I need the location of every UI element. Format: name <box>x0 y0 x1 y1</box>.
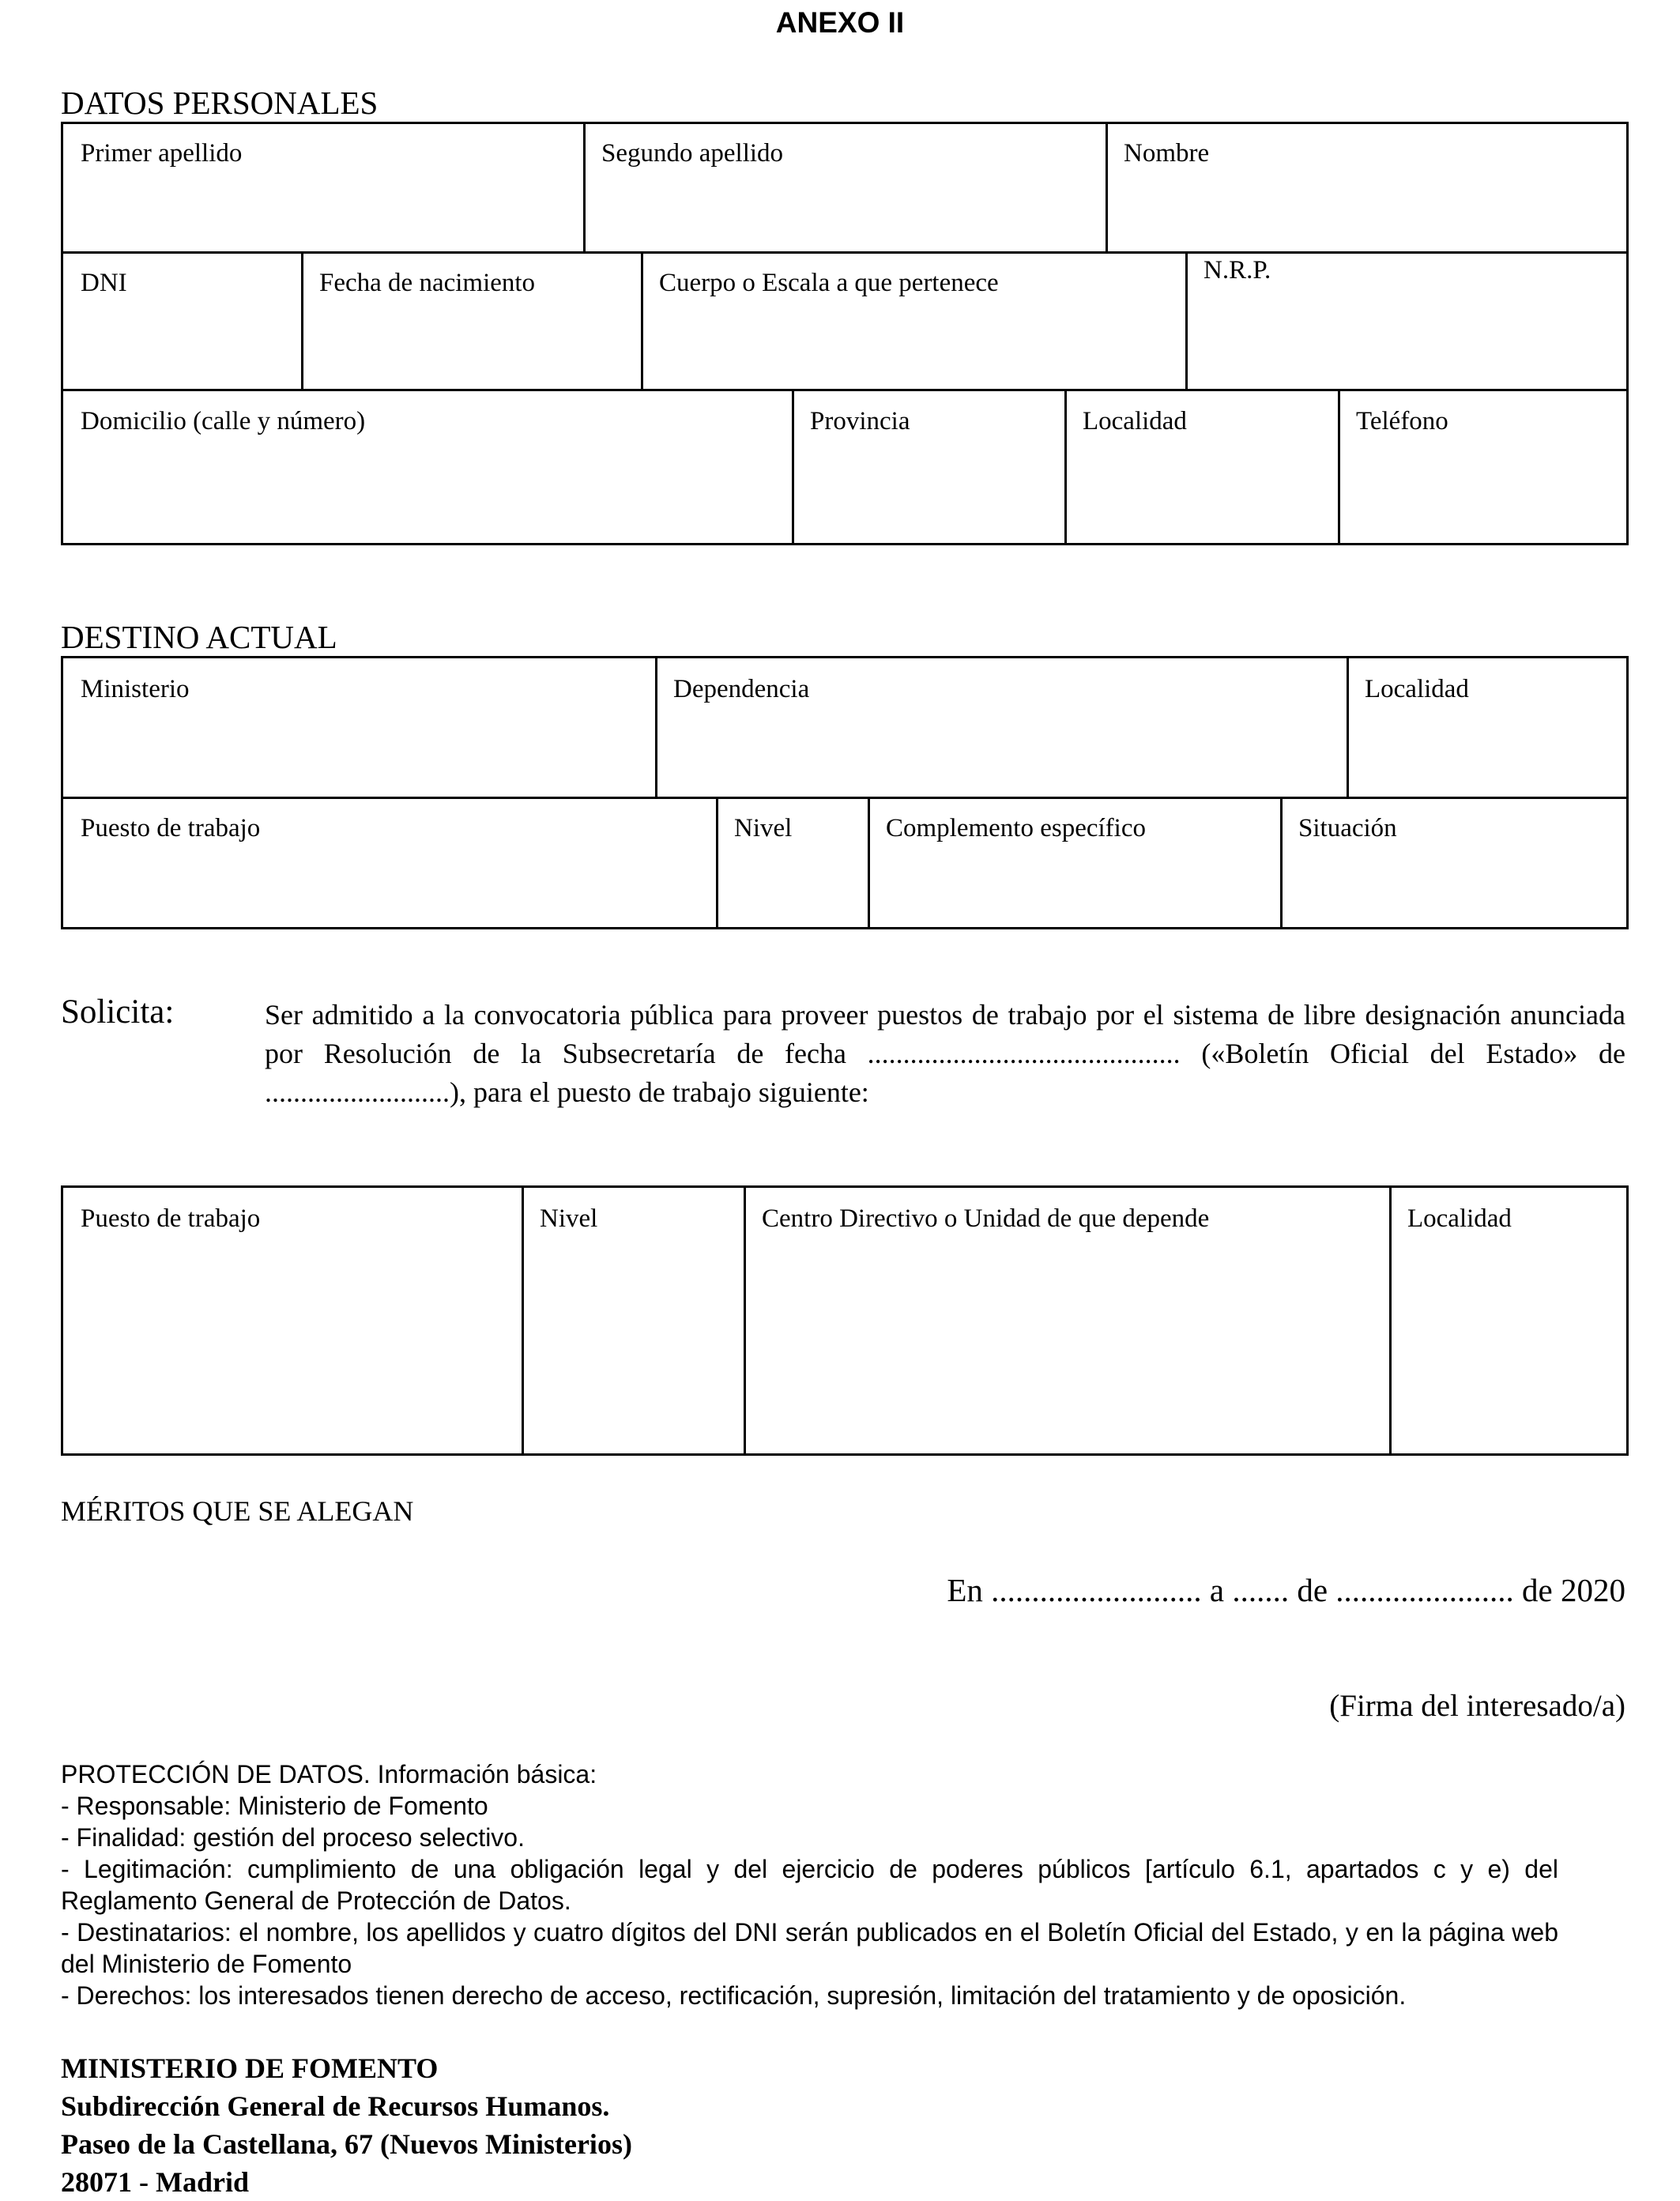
solicita-text: Ser admitido a la convocatoria pública para proveer puestos de trabajo por el sistema de libre designación anunciada por Resolución de la Subsecretaría de fecha ............................................ («Boletín Oficial del Estado» de ..........................), para el puesto de trabajo siguiente: <box>265 999 1625 1108</box>
data-protection-item: - Responsable: Ministerio de Fomento <box>61 1792 488 1820</box>
date-line: En .......................... a ....... de ...................... de 2020 <box>947 1572 1625 1608</box>
footer-address <box>61 2049 632 2201</box>
data-protection-item: - Finalidad: gestión del proceso selectivo. <box>61 1823 525 1852</box>
field-segundo-apellido: Segundo apellido <box>601 139 784 168</box>
field-centro-directivo: Centro Directivo o Unidad de que depende <box>762 1204 1210 1233</box>
field-dni: DNI <box>81 269 127 297</box>
field-provincia: Provincia <box>810 407 910 435</box>
field-telefono: Teléfono <box>1356 407 1448 435</box>
data-protection-item: - Legitimación: cumplimiento de una obligación legal y del ejercicio de poderes públicos [artículo 6.1, apartados c y e) del Reglamento General de Protección de Datos. <box>61 1855 1558 1915</box>
solicita-label: Solicita: <box>61 993 175 1031</box>
puesto-solicitado-table <box>61 1185 1629 1456</box>
field-puesto-solicitado: Puesto de trabajo <box>81 1204 261 1233</box>
field-ministerio: Ministerio <box>81 675 190 703</box>
data-protection-heading: PROTECCIÓN DE DATOS. Información básica: <box>61 1760 597 1788</box>
field-localidad: Localidad <box>1083 407 1187 435</box>
footer-city: 28071 - Madrid <box>61 2166 249 2198</box>
signature-label: (Firma del interesado/a) <box>1329 1689 1625 1723</box>
page-title: ANEXO II <box>775 6 905 39</box>
meritos-heading: MÉRITOS QUE SE ALEGAN <box>61 1495 414 1527</box>
field-dependencia: Dependencia <box>673 675 810 703</box>
field-situacion: Situación <box>1298 814 1397 842</box>
field-nivel-solicitado: Nivel <box>540 1204 598 1233</box>
field-nombre: Nombre <box>1124 139 1210 168</box>
datos-personales-table <box>61 122 1629 545</box>
footer-street: Paseo de la Castellana, 67 (Nuevos Ministerios) <box>61 2128 632 2160</box>
field-complemento-especifico: Complemento específico <box>886 814 1146 842</box>
field-cuerpo-escala: Cuerpo o Escala a que pertenece <box>659 269 999 297</box>
footer-ministry: MINISTERIO DE FOMENTO <box>61 2052 439 2084</box>
data-protection-item: - Derechos: los interesados tienen derecho de acceso, rectificación, supresión, limitación del tratamiento y de oposición. <box>61 1981 1407 2010</box>
section-heading-destino-actual: DESTINO ACTUAL <box>61 619 337 655</box>
destino-actual-table <box>61 656 1629 929</box>
data-protection-item: - Destinatarios: el nombre, los apellidos y cuatro dígitos del DNI serán publicados en el Boletín Oficial del Estado, y en la página web del Ministerio de Fomento <box>61 1918 1558 1978</box>
field-localidad-destino: Localidad <box>1365 675 1469 703</box>
data-protection-block <box>61 1758 1558 2011</box>
field-fecha-nacimiento: Fecha de nacimiento <box>319 269 536 297</box>
field-puesto-trabajo: Puesto de trabajo <box>81 814 261 842</box>
field-primer-apellido: Primer apellido <box>81 139 243 168</box>
footer-department: Subdirección General de Recursos Humanos. <box>61 2090 610 2122</box>
field-nrp: N.R.P. <box>1203 256 1271 285</box>
field-localidad-solicitado: Localidad <box>1407 1204 1512 1233</box>
section-heading-datos-personales: DATOS PERSONALES <box>61 85 379 121</box>
field-nivel: Nivel <box>734 814 793 842</box>
field-domicilio: Domicilio (calle y número) <box>81 407 366 435</box>
